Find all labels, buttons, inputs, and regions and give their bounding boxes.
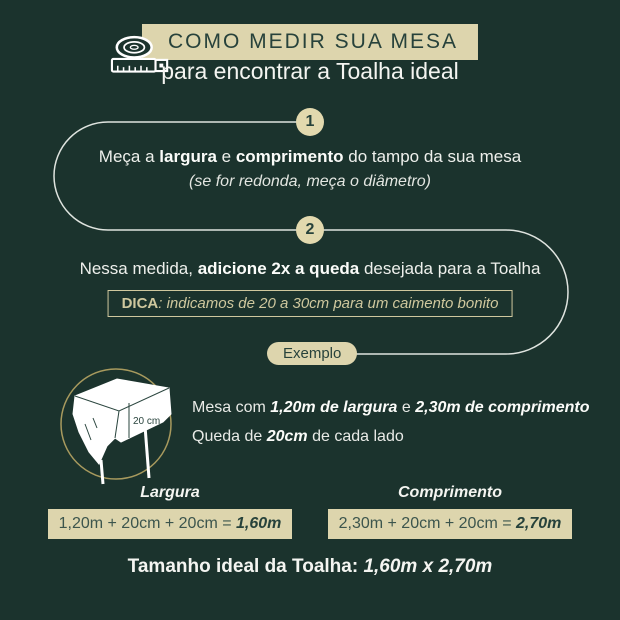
tip-label: DICA [121, 295, 159, 312]
example-text-part: Mesa com [192, 399, 271, 416]
example-line-dimensions [192, 399, 590, 417]
example-text-part: de cada lado [307, 428, 404, 445]
example-drop-value: 20cm [266, 428, 308, 445]
ideal-size-label: Tamanho ideal da Toalha: [127, 556, 364, 577]
page-title: COMO MEDIR SUA MESA [142, 24, 478, 60]
example-width-value: 1,20m de largura [270, 399, 398, 416]
tip-text: : indicamos de 20 a 30cm para um caimento bonito [158, 295, 499, 312]
width-formula-box [48, 509, 292, 539]
step-2-badge: 2 [296, 216, 324, 244]
example-length-value: 2,30m de comprimento [415, 399, 590, 416]
drop-measurement-label: 20 cm [133, 416, 161, 427]
step-2-text-part: desejada para a Toalha [359, 259, 541, 278]
width-column-title: Largura [140, 484, 200, 501]
ideal-size-summary [0, 556, 620, 578]
example-text-part: e [397, 399, 416, 416]
step-2-text-part: Nessa medida, [79, 259, 198, 278]
ideal-size-value: 1,60m x 2,70m [363, 556, 493, 577]
step-1-text-part: do tampo da sua mesa [343, 147, 522, 166]
step-2-text [0, 259, 620, 279]
step-1-text-part: Meça a [98, 147, 160, 166]
width-result: 1,60m [236, 515, 282, 532]
tablecloth-illustration [57, 366, 175, 492]
step-1-bold-comprimento: comprimento [235, 147, 344, 166]
step-1-text-part: e [216, 147, 236, 166]
page-subtitle: para encontrar a Toalha ideal [161, 58, 459, 84]
width-formula: 1,20m + 20cm + 20cm = [58, 515, 237, 532]
length-formula: 2,30m + 20cm + 20cm = [338, 515, 517, 532]
step-2-bold-queda: adicione 2x a queda [197, 259, 360, 278]
width-column [48, 484, 292, 539]
length-column [328, 484, 572, 539]
step-1-note: (se for redonda, meça o diâmetro) [189, 173, 431, 190]
length-result: 2,70m [516, 515, 562, 532]
example-line-drop [192, 428, 404, 446]
step-1-badge: 1 [296, 108, 324, 136]
example-text-part: Queda de [192, 428, 267, 445]
tip-box [108, 290, 513, 317]
step-1-text [0, 147, 620, 167]
example-badge: Exemplo [267, 342, 357, 365]
length-formula-box [328, 509, 572, 539]
length-column-title: Comprimento [398, 484, 502, 501]
step-1-bold-largura: largura [159, 147, 217, 166]
